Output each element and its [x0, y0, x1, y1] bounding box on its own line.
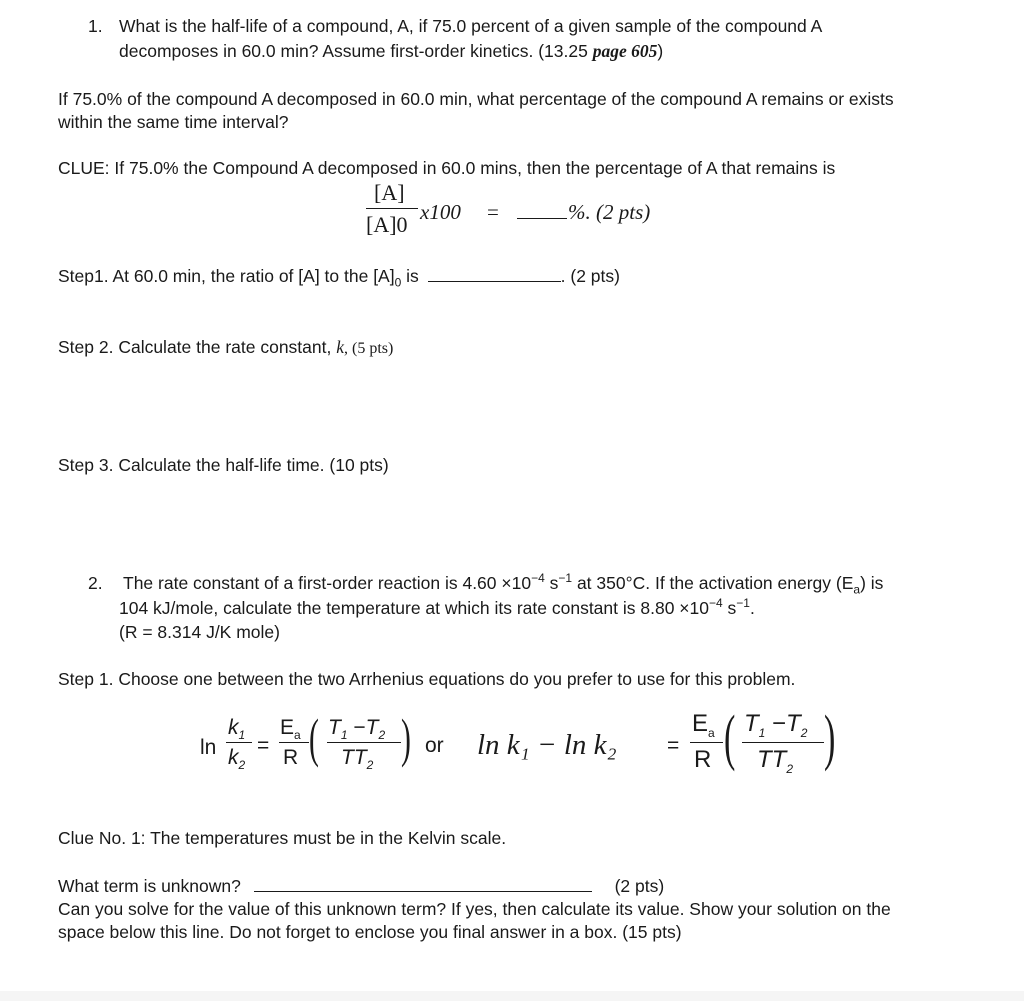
eq-paren-open-2: (	[724, 704, 736, 772]
unknown-term-question: What term is unknown?	[58, 876, 241, 896]
eq-td-t2: T	[353, 746, 367, 769]
solve-line-2: space below this line. Do not forget to enclose you final answer in a box. (15 pts)	[58, 922, 682, 942]
unknown-term-line	[58, 874, 664, 898]
q2-line-1-sub: a	[853, 582, 861, 597]
eq-ln: ln	[200, 736, 217, 759]
q1-step-1-mid: is	[401, 266, 419, 286]
q2-line-1-post: at 350°C. If the activation energy (E	[572, 573, 854, 593]
eq-paren-close-1: )	[401, 708, 411, 768]
q2-step-1: Step 1. Choose one between the two Arrhenius equations do you prefer to use for this problem.	[58, 669, 796, 689]
formula-fraction-bar	[366, 208, 418, 209]
q1-step-1-blank[interactable]	[428, 281, 561, 282]
eq-k-fraction-bar	[226, 742, 252, 743]
question-1-line-1: What is the half-life of a compound, A, if 75.0 percent of a given sample of the compound A	[119, 16, 823, 36]
eq-t-denominator-1	[341, 746, 374, 773]
eq-minus-2: −	[772, 710, 787, 737]
eq-or: or	[425, 734, 444, 757]
eq-ea-1-sub: a	[294, 728, 301, 743]
eq-k1-sub: 1	[238, 728, 246, 743]
q1-step-1-text: Step1. At 60.0 min, the ratio of [A] to the [A]	[58, 266, 395, 286]
q2-line-1-exp2: −1	[558, 571, 573, 586]
q2-line-1-unit: s	[544, 573, 559, 593]
q2-line-2-pre: 104 kJ/mole, calculate the temperature at which its rate constant is 8.80 ×10	[119, 598, 709, 618]
eq-paren-open-1: (	[309, 708, 319, 768]
eq-td2-t2: T	[771, 746, 787, 773]
q1-step-1	[58, 264, 620, 288]
question-1-number: 1.	[88, 16, 103, 36]
eq-ea-2-sub: a	[708, 725, 715, 740]
eq-k2-letter: k	[228, 746, 239, 769]
q1-step-2	[58, 335, 393, 361]
eq-minus-1: −	[353, 716, 366, 739]
question-1-ref-close: )	[657, 41, 664, 61]
clue-text: CLUE: If 75.0% the Compound A decomposed in 60.0 mins, then the percentage of A that remains is	[58, 158, 836, 178]
eq-t2-letter-2: T	[786, 710, 801, 737]
q2-line-2-exp1: −4	[708, 596, 723, 611]
question-1-line-2	[119, 39, 663, 63]
formula-times: x100	[420, 200, 461, 224]
solve-line-1: Can you solve for the value of this unknown term? If yes, then calculate its value. Show your solution on the	[58, 899, 891, 919]
eq-k2-sub: 2	[238, 758, 246, 773]
q1-step-2-pts: , (5 pts)	[344, 340, 394, 357]
eq-ea-1-letter: E	[280, 716, 295, 739]
eq-t2-sub: 2	[378, 728, 386, 743]
q1-step-3: Step 3. Calculate the half-life time. (10 pts)	[58, 455, 389, 475]
eq-ea-2-letter: E	[692, 710, 709, 737]
eq-k1-letter: k	[228, 716, 239, 739]
q2-line-1-exp1: −4	[531, 571, 545, 586]
eq-t-fraction-bar-1	[327, 742, 401, 743]
eq-t2-sub-2: 2	[800, 725, 808, 740]
eq-t-numerator-2	[744, 710, 808, 740]
q2-line-2-unit: s	[722, 598, 737, 618]
eq-ea-2	[692, 710, 715, 740]
eq-t1-letter-2: T	[744, 710, 759, 737]
eq-t2-letter: T	[365, 716, 379, 739]
q1-step-1-post: . (2 pts)	[560, 266, 620, 286]
eq-r-1: R	[283, 746, 299, 769]
question-1-page-ref: page 605	[592, 41, 658, 61]
eq-k2	[228, 746, 246, 773]
q2-line-2-exp2: −1	[736, 596, 750, 611]
question-2-line-3: (R = 8.314 J/K mole)	[119, 622, 280, 642]
eq-ea-r-bar-2	[690, 742, 723, 743]
eq-k1	[228, 716, 246, 743]
eq-ea-1	[280, 716, 301, 743]
eq-t-denominator-2	[757, 746, 794, 776]
eq-td2-t1: T	[757, 746, 772, 773]
clue-no-1: Clue No. 1: The temperatures must be in the Kelvin scale.	[58, 828, 507, 848]
eq-t1-letter: T	[328, 716, 341, 739]
formula-equals: =	[487, 200, 499, 224]
remaining-question-line-2: within the same time interval?	[58, 112, 289, 132]
q2-line-1-end: ) is	[860, 573, 884, 593]
eq-t-numerator-1	[328, 716, 386, 743]
page-footer-strip	[0, 991, 1024, 1001]
q1-step-2-k: k	[336, 337, 345, 357]
eq-ln-difference: ln k₁ − ln k₂	[477, 729, 617, 761]
question-2-number: 2.	[88, 573, 103, 593]
eq-t1-sub: 1	[340, 728, 348, 743]
q2-line-2-end: .	[749, 598, 755, 618]
unknown-term-blank[interactable]	[254, 891, 592, 892]
eq-paren-close-2: )	[824, 704, 836, 772]
remaining-question-line-1: If 75.0% of the compound A decomposed in 60.0 min, what percentage of the compound A remains or exists	[58, 89, 894, 109]
eq-r-2: R	[694, 746, 712, 773]
question-2-line-2	[119, 596, 755, 620]
formula-numerator: [A]	[374, 180, 405, 205]
question-2-line-1	[123, 571, 883, 595]
eq-ea-r-bar-1	[279, 742, 309, 743]
question-1-line-2-text: decomposes in 60.0 min? Assume first-order kinetics. (13.25	[119, 41, 593, 61]
eq-equals-1: =	[257, 734, 270, 757]
formula-blank[interactable]	[517, 218, 567, 219]
eq-t-fraction-bar-2	[742, 742, 824, 743]
q1-step-2-text: Step 2. Calculate the rate constant,	[58, 337, 337, 357]
formula-denominator: [A]0	[366, 212, 408, 237]
formula-tail: %. (2 pts)	[568, 200, 651, 224]
eq-equals-2: =	[667, 734, 680, 757]
eq-td-t1: T	[341, 746, 354, 769]
q1-step-1-sub: 0	[394, 275, 402, 290]
eq-td2-sub: 2	[786, 761, 794, 776]
q2-line-1-pre: The rate constant of a first-order reaction is 4.60 ×10	[123, 573, 532, 593]
eq-td-sub: 2	[366, 758, 374, 773]
eq-t1-sub-2: 1	[758, 725, 766, 740]
unknown-term-pts: (2 pts)	[614, 876, 665, 896]
